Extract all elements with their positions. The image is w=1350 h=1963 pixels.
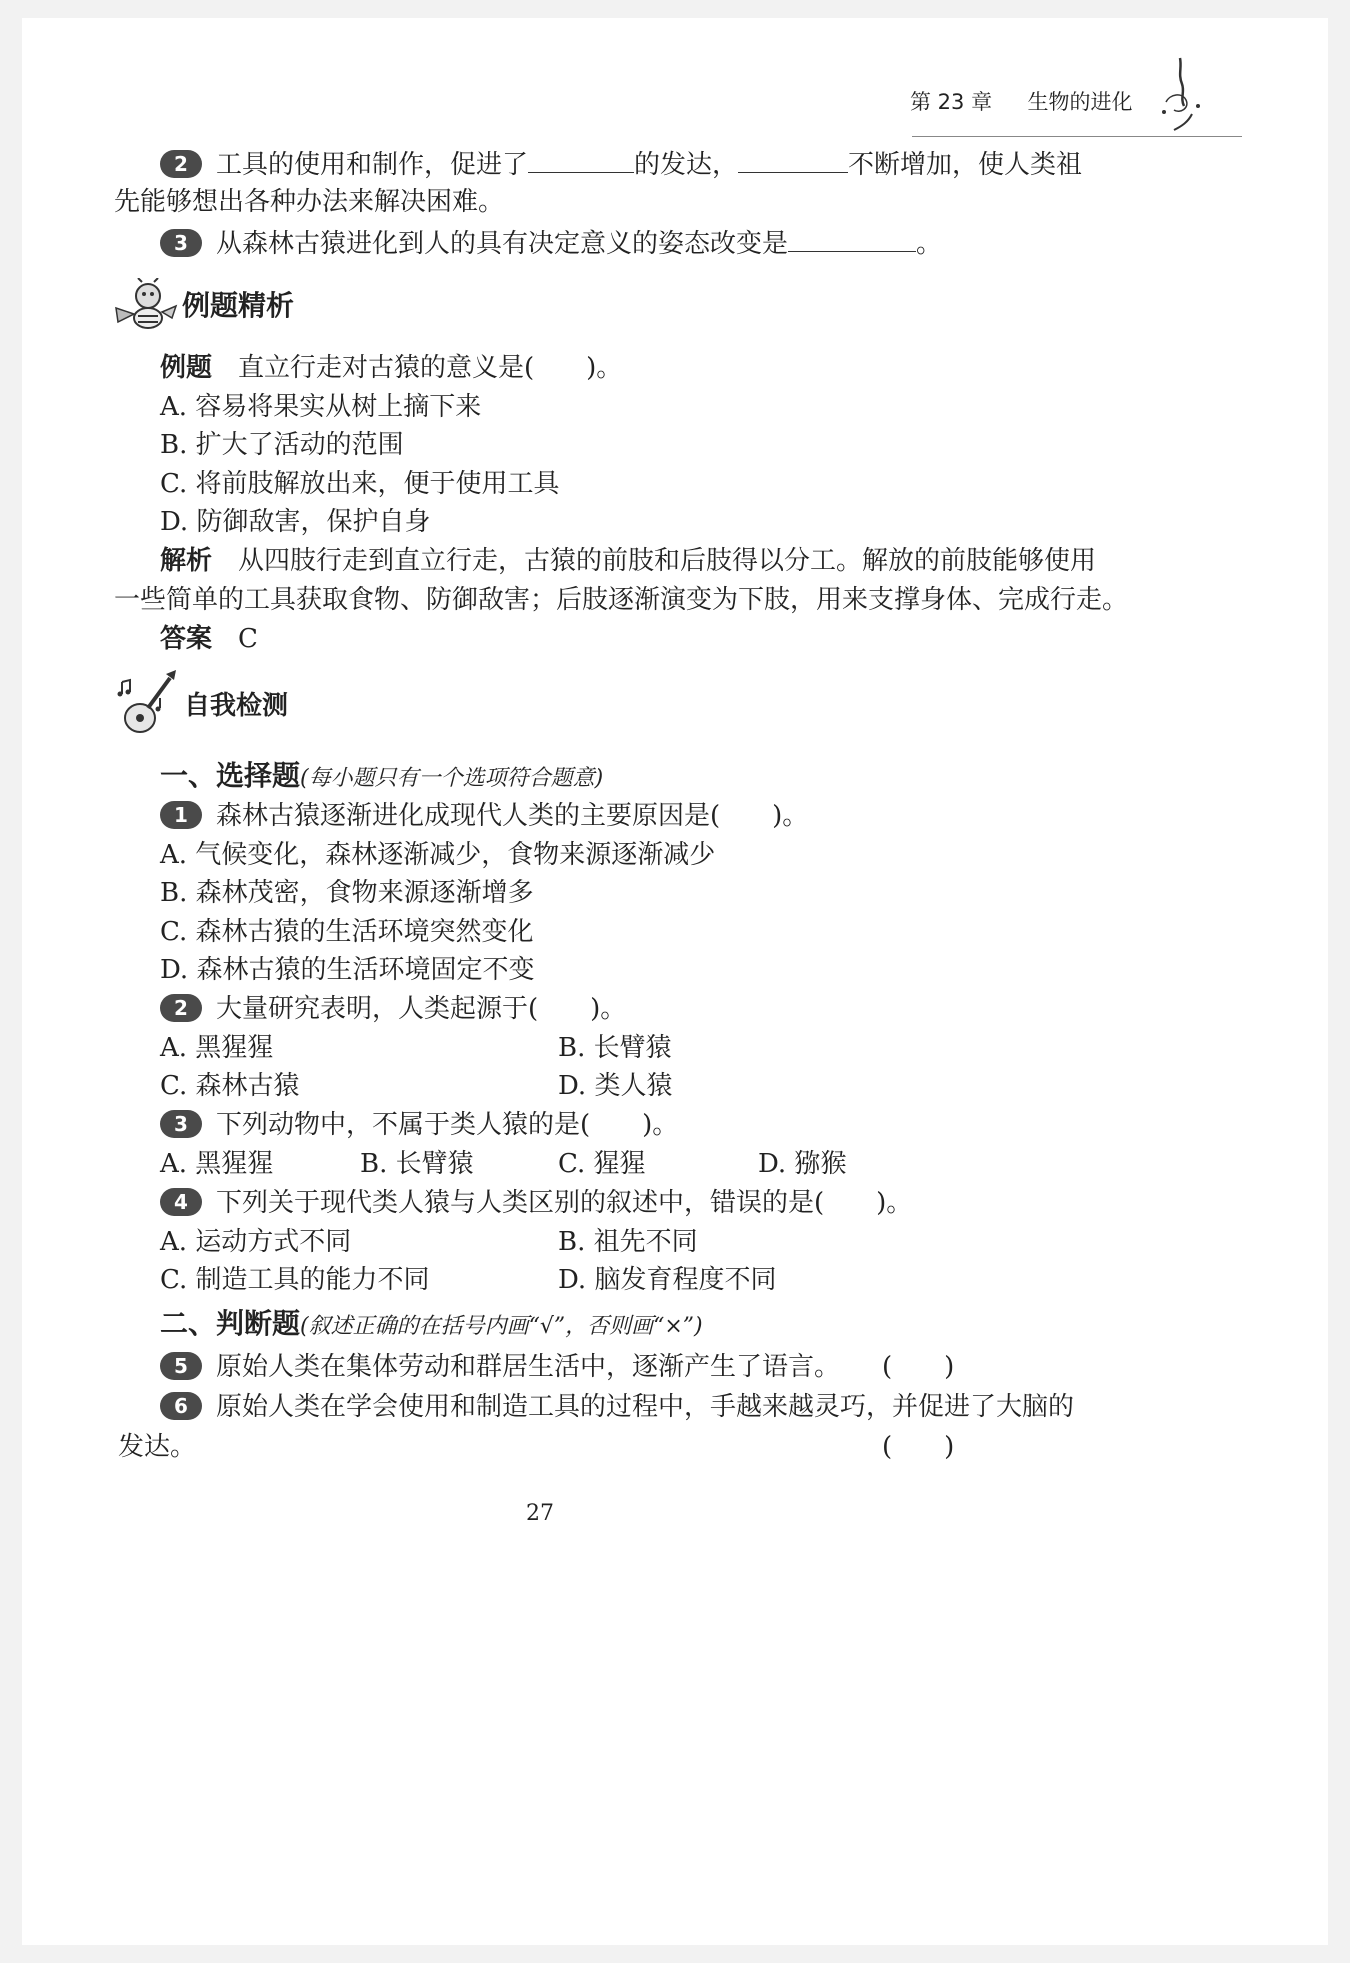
analysis-label: 解析 — [160, 546, 213, 576]
question-3: 3 下列动物中，不属于类人猿的是( )。 — [160, 1109, 678, 1141]
question-6: 6 原始人类在学会使用和制造工具的过程中，手越来越灵巧，并促进了大脑的 — [160, 1391, 1074, 1423]
question-6-line2: 发达。 — [118, 1432, 197, 1462]
fill-question-2: 2 工具的使用和制作，促进了 的发达， 不断增加，使人类祖 — [160, 146, 1082, 181]
part2-note: (叙述正确的在括号内画“√”，否则画“×”) — [300, 1314, 703, 1339]
self-test-section-title: 自我检测 — [184, 691, 289, 721]
answer-value: C — [238, 624, 258, 654]
part1-title: 一、选择题 — [160, 759, 301, 792]
question-5: 5 原始人类在集体劳动和群居生活中，逐渐产生了语言。 — [160, 1351, 840, 1383]
example-option-d: D. 防御敌害，保护自身 — [160, 507, 431, 537]
q5-answer-paren[interactable]: ( ) — [882, 1352, 955, 1382]
question-number-badge: 2 — [160, 150, 202, 178]
chapter-header — [910, 88, 1132, 116]
question-4: 4 下列关于现代类人猿与人类区别的叙述中，错误的是( )。 — [160, 1187, 912, 1219]
page-number: 27 — [526, 1501, 554, 1526]
question-number-badge: 3 — [160, 229, 202, 257]
q2-option-c: C. 森林古猿 — [160, 1071, 300, 1101]
q3-option-c: C. 猩猩 — [558, 1149, 646, 1179]
answer-blank[interactable] — [528, 146, 634, 173]
q2-option-a: A. 黑猩猩 — [160, 1033, 274, 1063]
q1-option-d: D. 森林古猿的生活环境固定不变 — [160, 955, 535, 985]
analysis-line-1: 解析 从四肢行走到直立行走，古猿的前肢和后肢得以分工。解放的前肢能够使用 — [160, 546, 1097, 576]
fill-question-3: 3 从森林古猿进化到人的具有决定意义的姿态改变是 。 — [160, 225, 942, 260]
answer-label: 答案 — [160, 624, 213, 654]
answer-blank[interactable] — [738, 146, 848, 173]
question-number-badge: 3 — [160, 1110, 202, 1138]
chapter-number: 第 23 章 — [910, 90, 993, 114]
q3-option-a: A. 黑猩猩 — [160, 1149, 274, 1179]
decorative-flourish-icon — [1152, 54, 1212, 134]
example-option-a: A. 容易将果实从树上摘下来 — [160, 392, 482, 422]
q4-option-c: C. 制造工具的能力不同 — [160, 1265, 430, 1295]
q1-option-a: A. 气候变化，森林逐渐减少，食物来源逐渐减少 — [160, 840, 716, 870]
q4-option-d: D. 脑发育程度不同 — [558, 1265, 777, 1295]
fill-question-2-line2: 先能够想出各种办法来解决困难。 — [114, 187, 505, 217]
bee-mascot-icon — [112, 278, 178, 334]
example-section-title: 例题精析 — [182, 289, 295, 322]
question-number-badge: 2 — [160, 994, 202, 1022]
q6-answer-paren[interactable]: ( ) — [882, 1432, 955, 1462]
answer-blank[interactable] — [788, 225, 916, 252]
example-question: 例题 直立行走对古猿的意义是( )。 — [160, 353, 623, 383]
q2-option-b: B. 长臂猿 — [558, 1033, 672, 1063]
question-1: 1 森林古猿逐渐进化成现代人类的主要原因是( )。 — [160, 800, 808, 832]
example-option-b: B. 扩大了活动的范围 — [160, 430, 404, 460]
answer-line — [160, 623, 258, 655]
guitar-music-icon — [116, 668, 180, 738]
q4-option-b: B. 祖先不同 — [558, 1227, 698, 1257]
page — [22, 18, 1328, 1945]
example-label: 例题 — [160, 353, 213, 383]
part1-note: (每小题只有一个选项符合题意) — [300, 766, 604, 791]
q4-option-a: A. 运动方式不同 — [160, 1227, 352, 1257]
header-rule — [912, 136, 1242, 137]
example-option-c: C. 将前肢解放出来，便于使用工具 — [160, 469, 560, 499]
q2-option-d: D. 类人猿 — [558, 1071, 673, 1101]
q3-option-d: D. 猕猴 — [758, 1149, 847, 1179]
question-2: 2 大量研究表明，人类起源于( )。 — [160, 993, 626, 1025]
analysis-line-2: 一些简单的工具获取食物、防御敌害；后肢逐渐演变为下肢，用来支撑身体、完成行走。 — [114, 585, 1129, 615]
question-number-badge: 4 — [160, 1188, 202, 1216]
q1-option-c: C. 森林古猿的生活环境突然变化 — [160, 917, 534, 947]
q3-option-b: B. 长臂猿 — [360, 1149, 474, 1179]
part2-title: 二、判断题 — [160, 1307, 301, 1340]
question-number-badge: 6 — [160, 1392, 202, 1420]
question-number-badge: 1 — [160, 801, 202, 829]
q1-option-b: B. 森林茂密，食物来源逐渐增多 — [160, 878, 534, 908]
question-number-badge: 5 — [160, 1352, 202, 1380]
part1-heading — [160, 758, 603, 798]
part2-heading — [160, 1306, 703, 1346]
chapter-title: 生物的进化 — [1027, 90, 1133, 114]
